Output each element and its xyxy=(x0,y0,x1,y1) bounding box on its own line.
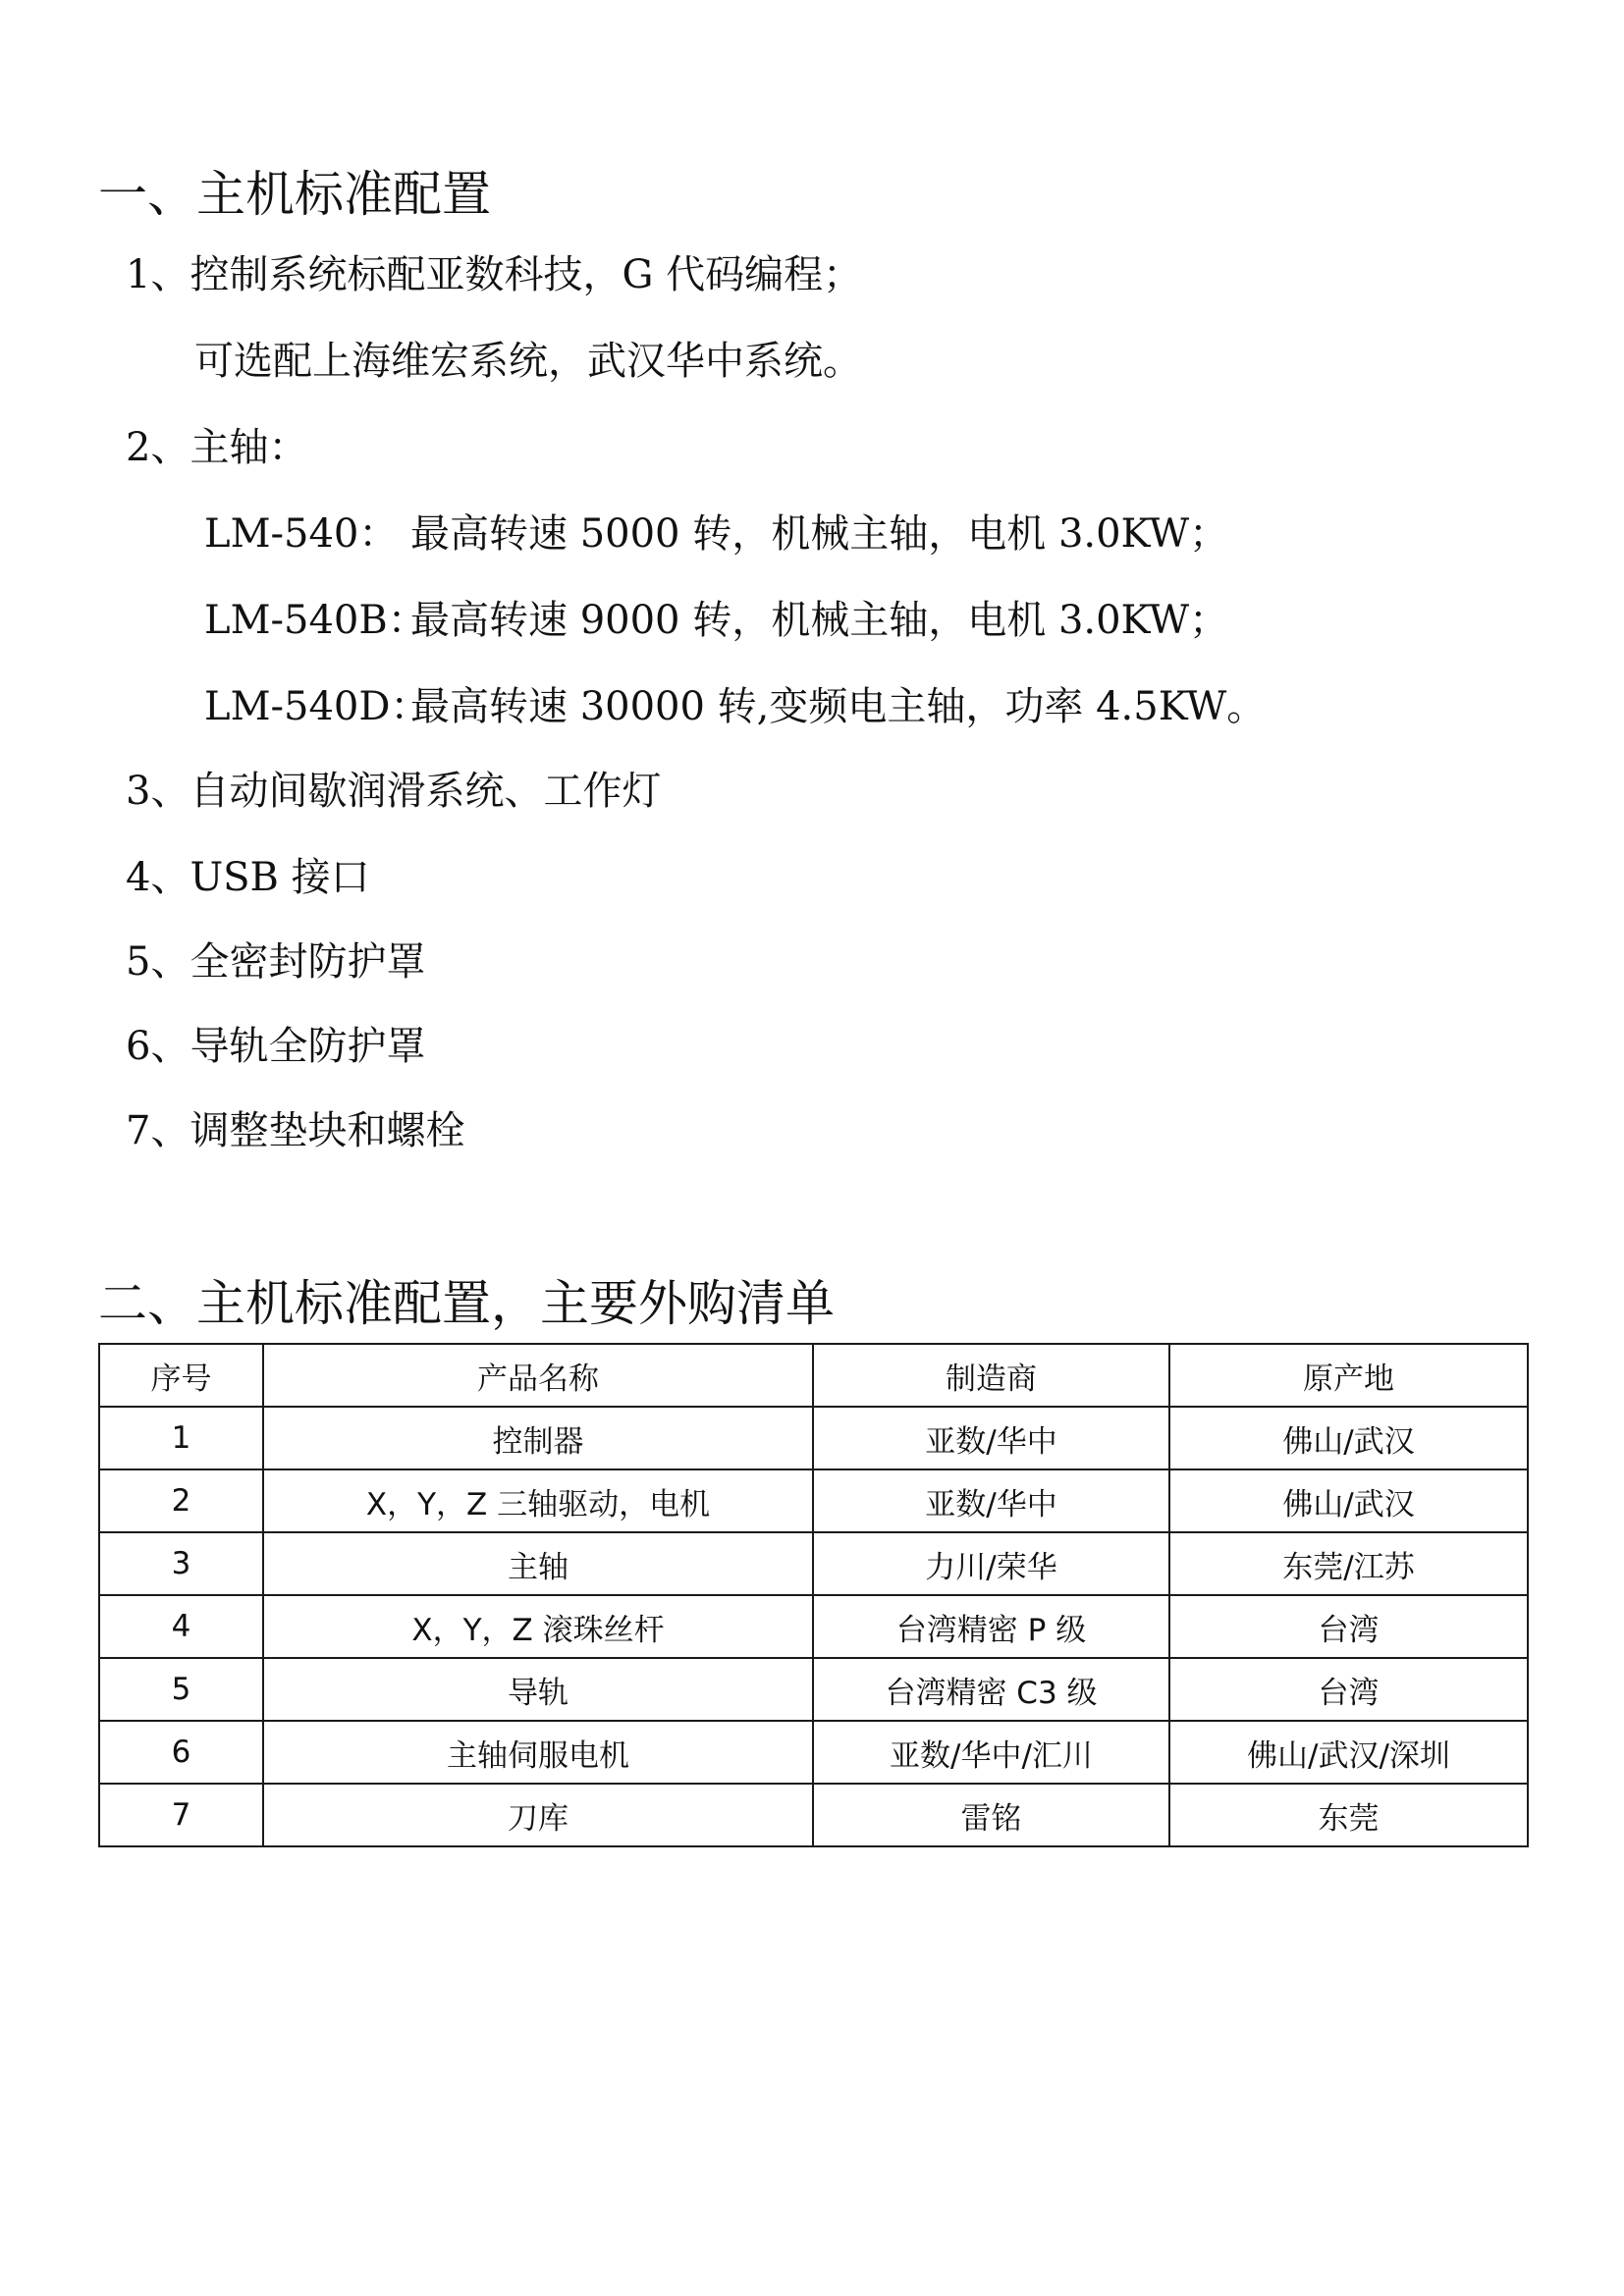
spindle-spec-line xyxy=(204,679,1266,734)
cell-origin: 东莞/江苏 xyxy=(1169,1532,1528,1595)
cell-product-name: 刀库 xyxy=(263,1784,813,1846)
cell-serial-number: 5 xyxy=(99,1658,263,1721)
cell-serial-number: 7 xyxy=(99,1784,263,1846)
cell-product-name: 控制器 xyxy=(263,1407,813,1469)
table-row xyxy=(99,1469,1528,1532)
header-serial-number: 序号 xyxy=(99,1344,263,1407)
spindle-model: LM-540： xyxy=(204,511,399,557)
config-item-5: 5、全密封防护罩 xyxy=(126,939,426,985)
config-item-1-line-2: 可选配上海维宏系统，武汉华中系统。 xyxy=(194,339,862,384)
cell-manufacturer: 台湾精密 C3 级 xyxy=(813,1658,1169,1721)
table-row xyxy=(99,1595,1528,1658)
config-item-1-line-1: 1、控制系统标配亚数科技，G 代码编程； xyxy=(126,252,863,297)
purchase-list-table xyxy=(98,1343,1529,1847)
cell-product-name: X，Y，Z 三轴驱动，电机 xyxy=(263,1469,813,1532)
cell-manufacturer: 力川/荣华 xyxy=(813,1532,1169,1595)
spindle-model: LM-540B： xyxy=(204,598,427,643)
config-item-2-label: 2、主轴： xyxy=(126,425,308,470)
spindle-spec: 最高转速 9000 转，机械主轴，电机 3.0KW； xyxy=(410,598,1229,643)
cell-serial-number: 3 xyxy=(99,1532,263,1595)
cell-origin: 东莞 xyxy=(1169,1784,1528,1846)
config-item-4: 4、USB 接口 xyxy=(126,855,370,900)
cell-product-name: 主轴 xyxy=(263,1532,813,1595)
spindle-spec-line xyxy=(204,507,1228,561)
spindle-spec-line xyxy=(204,593,1228,648)
cell-serial-number: 4 xyxy=(99,1595,263,1658)
cell-serial-number: 6 xyxy=(99,1721,263,1784)
cell-serial-number: 2 xyxy=(99,1469,263,1532)
cell-product-name: 主轴伺服电机 xyxy=(263,1721,813,1784)
cell-manufacturer: 亚数/华中/汇川 xyxy=(813,1721,1169,1784)
cell-origin: 台湾 xyxy=(1169,1595,1528,1658)
header-manufacturer: 制造商 xyxy=(813,1344,1169,1407)
cell-origin: 佛山/武汉 xyxy=(1169,1469,1528,1532)
table-header-row xyxy=(99,1344,1528,1407)
table-row xyxy=(99,1532,1528,1595)
table-row xyxy=(99,1658,1528,1721)
cell-manufacturer: 亚数/华中 xyxy=(813,1407,1169,1469)
section-2-title: 二、主机标准配置，主要外购清单 xyxy=(98,1275,835,1332)
config-item-6: 6、导轨全防护罩 xyxy=(126,1024,426,1069)
cell-product-name: 导轨 xyxy=(263,1658,813,1721)
table-row xyxy=(99,1721,1528,1784)
cell-manufacturer: 台湾精密 P 级 xyxy=(813,1595,1169,1658)
cell-manufacturer: 亚数/华中 xyxy=(813,1469,1169,1532)
header-product-name: 产品名称 xyxy=(263,1344,813,1407)
cell-origin: 佛山/武汉/深圳 xyxy=(1169,1721,1528,1784)
config-item-7: 7、调整垫块和螺栓 xyxy=(126,1108,465,1153)
cell-origin: 佛山/武汉 xyxy=(1169,1407,1528,1469)
cell-manufacturer: 雷铭 xyxy=(813,1784,1169,1846)
cell-origin: 台湾 xyxy=(1169,1658,1528,1721)
table-row xyxy=(99,1784,1528,1846)
table-row xyxy=(99,1407,1528,1469)
section-1-title: 一、主机标准配置 xyxy=(98,166,491,223)
config-item-3: 3、自动间歇润滑系统、工作灯 xyxy=(126,769,662,814)
spindle-model: LM-540D： xyxy=(204,684,430,729)
cell-product-name: X，Y，Z 滚珠丝杆 xyxy=(263,1595,813,1658)
spindle-spec: 最高转速 5000 转，机械主轴，电机 3.0KW； xyxy=(410,511,1229,557)
header-origin: 原产地 xyxy=(1169,1344,1528,1407)
spindle-spec: 最高转速 30000 转,变频电主轴，功率 4.5KW。 xyxy=(410,684,1267,729)
cell-serial-number: 1 xyxy=(99,1407,263,1469)
